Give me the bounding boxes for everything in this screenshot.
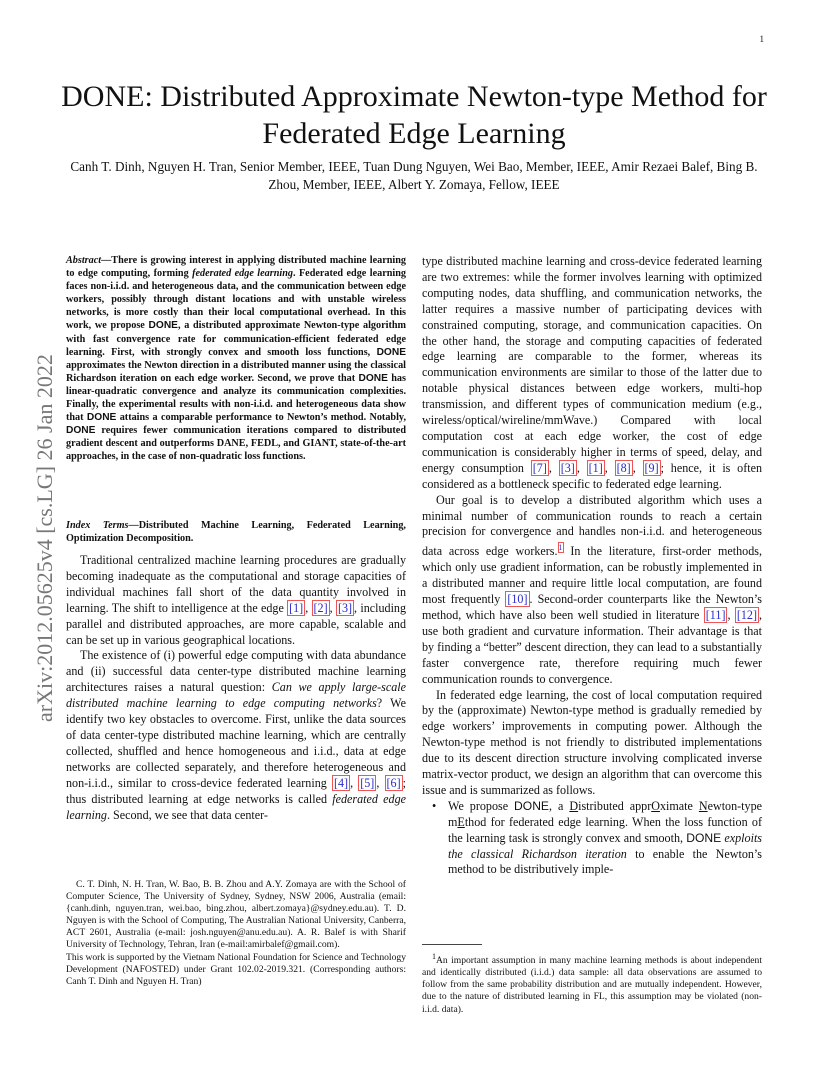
citation-link[interactable]: [1] [588, 460, 603, 475]
abstract-term: federated edge learning [192, 268, 293, 280]
citation-link[interactable]: [10] [507, 592, 528, 607]
left-column-body [66, 553, 406, 823]
underlined-letter: N [698, 798, 708, 813]
paragraph: type distributed machine learning and cross-device federated learning are two extremes: while the former involves learning with optimized computing nodes, data shuffling, and communication networks, the latter requires a massive number of participating devices with constrained computing, storage, and communication capacities. On the other hand, the storage and computing capacities of federated edge learning are comparable to the former, whereas its communication environments are similar to those of the latter due to notable physical distances between edge workers, multi-hop transmission, and different types of communication medium (e.g., wireless/optical/wireline/mmWave.) Compared with local computation cost at each edge worker, the cost of edge communication is considerably higher in terms of speed, delay, and energy consumption [7] , [3] , [1] , [8] , [9] ; hence, it is often considered as a bottleneck specific to federated edge learning. [422, 254, 763, 491]
paragraph: In federated edge learning, the cost of local computation required by the (approximate) Newton-type method is gradually remedied by edge workers’ improvements in computing power. Although the Newton-type method is not friendly to distributed implementations due to its descent direction structure involving complicated inverse matrix-vector product, we design an algorithm that can overcome this issue and is summarized as follows. [422, 687, 762, 797]
abstract-text: requires fewer communication iterations compared to distributed gradient descent and outperforms DANE, FEDL, and GIANT, state-of-the-art approaches, in the case of non-quadratic loss functions. [66, 425, 406, 463]
citation-link[interactable]: [9] [644, 460, 659, 475]
citation-link[interactable]: [11] [705, 607, 726, 622]
underlined-letter: O [651, 798, 660, 813]
footnote-paragraph: This work is supported by the Vietnam National Foundation for Science and Technology Development (NAFOSTED) under Grant 102.02-2019.321. (Corresponding authors: Canh T. Dinh and Nguyen H. Tran) [66, 951, 406, 987]
right-column-body [422, 254, 762, 878]
page-number: 1 [759, 34, 764, 44]
citation-link[interactable]: [1] [289, 600, 304, 615]
author-affiliation-footnote [66, 879, 406, 988]
footnote-rule [422, 944, 482, 945]
text: The existence of (i) powerful edge computing with data abundance and (ii) successful data center-type distributed machine learning architectures raises a natural question: [66, 648, 406, 695]
abstract-text: , a distributed approximate Newton-type algorithm with fast convergence rate for communication-efficient federated edge learning. First, with strongly convex and smooth loss functions, [66, 320, 406, 358]
author-list [70, 158, 758, 194]
text: . Second, we see that data center- [106, 807, 268, 822]
term: federated edge learning [66, 791, 407, 822]
text: ; hence, it is often considered as a bottleneck specific to federated edge learning. [422, 460, 763, 491]
citation-link[interactable]: [2] [313, 600, 328, 615]
paragraph: The existence of (i) powerful edge computing with data abundance and (ii) successful data center-type distributed machine learning architectures raises a natural question: Can we apply large-scale distributed machine learning to edge computing networks? We identify two key obstacles to overcome. First, unlike the data sources of data center-type distributed machine learning, which are centrally collected, shuffled and hence homogeneous and i.i.d., data at edge networks are collected separately, and therefore heterogeneous and non-i.i.d., similar to cross-device federated learning [4] , [5] , [6] ; thus distributed learning at edge networks is called federated edge learning. Second, we see that data center- [66, 648, 407, 822]
done-name: DONE [686, 830, 722, 845]
text: . Second-order counterparts like the Newton’s method, which have also been well studied in literature [422, 592, 763, 622]
text: type distributed machine learning and cross-device federated learning are two extremes: while the former involves learning with optimized computing nodes, data shuffling, and communication networks, the latter requires a massive number of participating devices with constrained computing, storage, and communication capacities. On the other hand, the storage and computing capacities of federated edge learning are comparable to the former, whereas its communication environments are similar to those of the latter due to notable physical distances between edge workers, multi-hop transmission, and different types of communication medium (e.g., wireless/optical/wireline/mmWave.) Compared with local computation cost at each edge worker, the cost of edge communication is considerably higher in terms of speed, delay, and energy consumption [422, 254, 762, 475]
bullet-dot: • [432, 798, 437, 813]
text: Traditional centralized machine learning procedures are gradually becoming inadequate as the computational and storage capacities of individual machines fall short of the data quantity involved in learning. The shift to intelligence at the edge [66, 553, 406, 615]
text: In the literature, first-order methods, which only use gradient information, can be robustly implemented in a distributed manner and require little local computation, are found most frequently [422, 544, 762, 607]
underlined-letter: E [457, 814, 465, 829]
arxiv-stamp-text: arXiv:2012.05625v4 [cs.LG] 26 Jan 2022 [32, 354, 57, 722]
text: ? We identify two key obstacles to overcome. First, unlike the data sources of data center-type distributed machine learning, which are centrally collected, shuffled and hence homogeneous and i.i.d., data at edge networks are collected separately, and therefore heterogeneous and non-i.i.d., similar to cross-device federated learning [66, 696, 406, 790]
text: , including parallel and distributed approaches, are more capable, scalable and can be set up in various geographical locations. [66, 600, 407, 647]
authors-text: Canh T. Dinh, Nguyen H. Tran, Senior Member, IEEE, Tuan Dung Nguyen, Wei Bao, Member, IEEE, Amir Rezaei Balef, Bing B. Zhou, Member, IEEE, Albert Y. Zomaya, Fellow, IEEE [70, 159, 758, 192]
footnote-paragraph [422, 951, 762, 1016]
index-terms-text: Distributed Machine Learning, Federated Learning, Optimization Decomposition. [66, 520, 406, 545]
citation-link[interactable]: [4] [333, 775, 349, 790]
citation-link[interactable]: [3] [560, 460, 575, 475]
abstract-text: There is growing interest in applying distributed machine learning to edge computing, forming [66, 255, 406, 280]
done-name: DONE [358, 372, 388, 384]
arxiv-stamp [8, 290, 68, 730]
citation-link[interactable]: [7] [532, 460, 547, 475]
text: ewton-type m [448, 798, 762, 829]
emphasis: exploits the classical Richardson iteration [448, 830, 763, 861]
index-terms: Index Terms—Distributed Machine Learning, Federated Learning, Optimization Decomposition. [66, 520, 406, 545]
footnote-mark: 1 [432, 952, 436, 961]
contribution-bullet [422, 799, 762, 879]
text: istributed appr [578, 798, 652, 813]
text: , a [549, 798, 570, 813]
text: We propose [448, 798, 515, 813]
abstract-text: has linear-quadratic convergence and analyze its communication complexities. Finally, the experimental results with non-i.i.d. and heterogeneous data show that [66, 372, 406, 424]
paragraph: Our goal is to develop a distributed algorithm which uses a minimal number of communication rounds to reach a certain precision for convergence and handles non-i.i.d. and heterogeneous data across edge workers.$^1$ In the literature, first-order methods, which only use gradient information, can be robustly implemented in a distributed manner and require little local computation, are found most frequently [10] . Second-order counterparts like the Newton’s method, which have also been well studied in literature [11] , [12] , use both gradient and curvature information. Their advantage is that by finding a “better” descent direction, they can lead to a substantially faster convergence rate, therefore requiring much fewer communication rounds to convergence. [422, 492, 763, 686]
footnote-paragraph: C. T. Dinh, N. H. Tran, W. Bao, B. B. Zhou and A.Y. Zomaya are with the School of Computer Science, The University of Sydney, Sydney, NSW 2006, Australia (email: {canh.dinh, nguyen.tran, wei.bao, bing.zhou, albert.zomaya}@sydney.edu.au). T. D. Nguyen is with the School of Computing, The Australian National University, Canberra, ACT 2601, Australia (e-mail: josh.nguyen@anu.edu.au). A. R. Balef is with Sharif University of Technology, Tehran, Iran (e-mail:amirbalef@gmail.com). [66, 879, 406, 951]
underlined-letter: D [569, 798, 579, 813]
citation-link[interactable]: [3] [337, 600, 353, 615]
text: to enable the Newton’s method to be distributively imple- [448, 846, 762, 877]
done-name: DONE [66, 425, 96, 437]
done-name: DONE [86, 412, 117, 424]
text: ; thus distributed learning at edge networks is called [66, 775, 406, 806]
abstract-text: attains a comparable performance to Newton’s method. Notably, [116, 412, 406, 424]
footnote-link[interactable]: 1 [558, 543, 563, 553]
text: , use both gradient and curvature information. Their advantage is that by finding a “better” descent direction, they can lead to a substantially faster convergence rate, therefore requiring much fewer communication rounds to convergence. [422, 607, 763, 686]
abstract-text: approximates the Newton direction in a distributed manner using the classical Richardson iteration on each edge worker. Second, we prove that [66, 359, 406, 384]
abstract: Abstract—There is growing interest in applying distributed machine learning to edge computing, forming federated edge learning. Federated edge learning faces non-i.i.d. and heterogeneous data, and the communication between edge workers, possibly through distant locations and with unstable wireless networks, is more costly than their local computational overhead. In this work, we propose DONE, a distributed approximate Newton-type algorithm with fast convergence rate for communication-efficient federated edge learning. First, with strongly convex and smooth loss functions, DONE approximates the Newton direction in a distributed manner using the classical Richardson iteration on each edge worker. Second, we prove that DONE has linear-quadratic convergence and analyze its communication complexities. Finally, the experimental results with non-i.i.d. and heterogeneous data show that DONE attains a comparable performance to Newton’s method. Notably, DONE requires fewer communication iterations compared to distributed gradient descent and outperforms DANE, FEDL, and GIANT, state-of-the-art approaches, in the case of non-quadratic loss functions. [66, 255, 406, 463]
abstract-text: . Federated edge learning faces non-i.i.d. and heterogeneous data, and the communication between edge workers, possibly through distant locations and with unstable wireless networks, is more costly than their local computational overhead. In this work, we propose [66, 268, 406, 332]
question-text: Can we apply large-scale distributed machine learning to edge computing networks [66, 680, 406, 711]
done-name: DONE [376, 346, 406, 358]
index-terms-label: Index Terms [66, 520, 129, 531]
footnote [422, 951, 762, 1016]
text: ximate [659, 798, 699, 813]
citation-link[interactable]: [6] [386, 775, 401, 790]
citation-link[interactable]: [8] [616, 460, 631, 475]
done-name: DONE [148, 320, 178, 332]
text: Our goal is to develop a distributed algorithm which uses a minimal number of communication rounds to reach a certain precision for convergence and handles non-i.i.d. and heterogeneous data across edge workers. [422, 492, 762, 559]
abstract-label: Abstract [66, 255, 102, 266]
citation-link[interactable]: [12] [736, 607, 757, 622]
text: thod for federated edge learning. When the loss function of the learning task is strongly convex and smooth, [448, 814, 762, 845]
done-name: DONE [514, 798, 549, 813]
citation-link[interactable]: [5] [360, 775, 375, 790]
footnote-text: An important assumption in many machine learning methods is about independent and identically distributed (i.i.d.) data sample: all data observations are assumed to follow from the same probability distribution and are mutually independent. However, due to the nature of distributed learning in FL, this assumption may be violated (non-i.i.d. data). [422, 955, 762, 1015]
paper-title: DONE: Distributed Approximate Newton-type Method for Federated Edge Learning [61, 80, 767, 150]
paragraph: Traditional centralized machine learning procedures are gradually becoming inadequate as the computational and storage capacities of individual machines fall short of the data quantity involved in learning. The shift to intelligence at the edge [1] , [2] , [3] , including parallel and distributed approaches, are more capable, scalable and can be set up in various geographical locations. [66, 553, 407, 647]
